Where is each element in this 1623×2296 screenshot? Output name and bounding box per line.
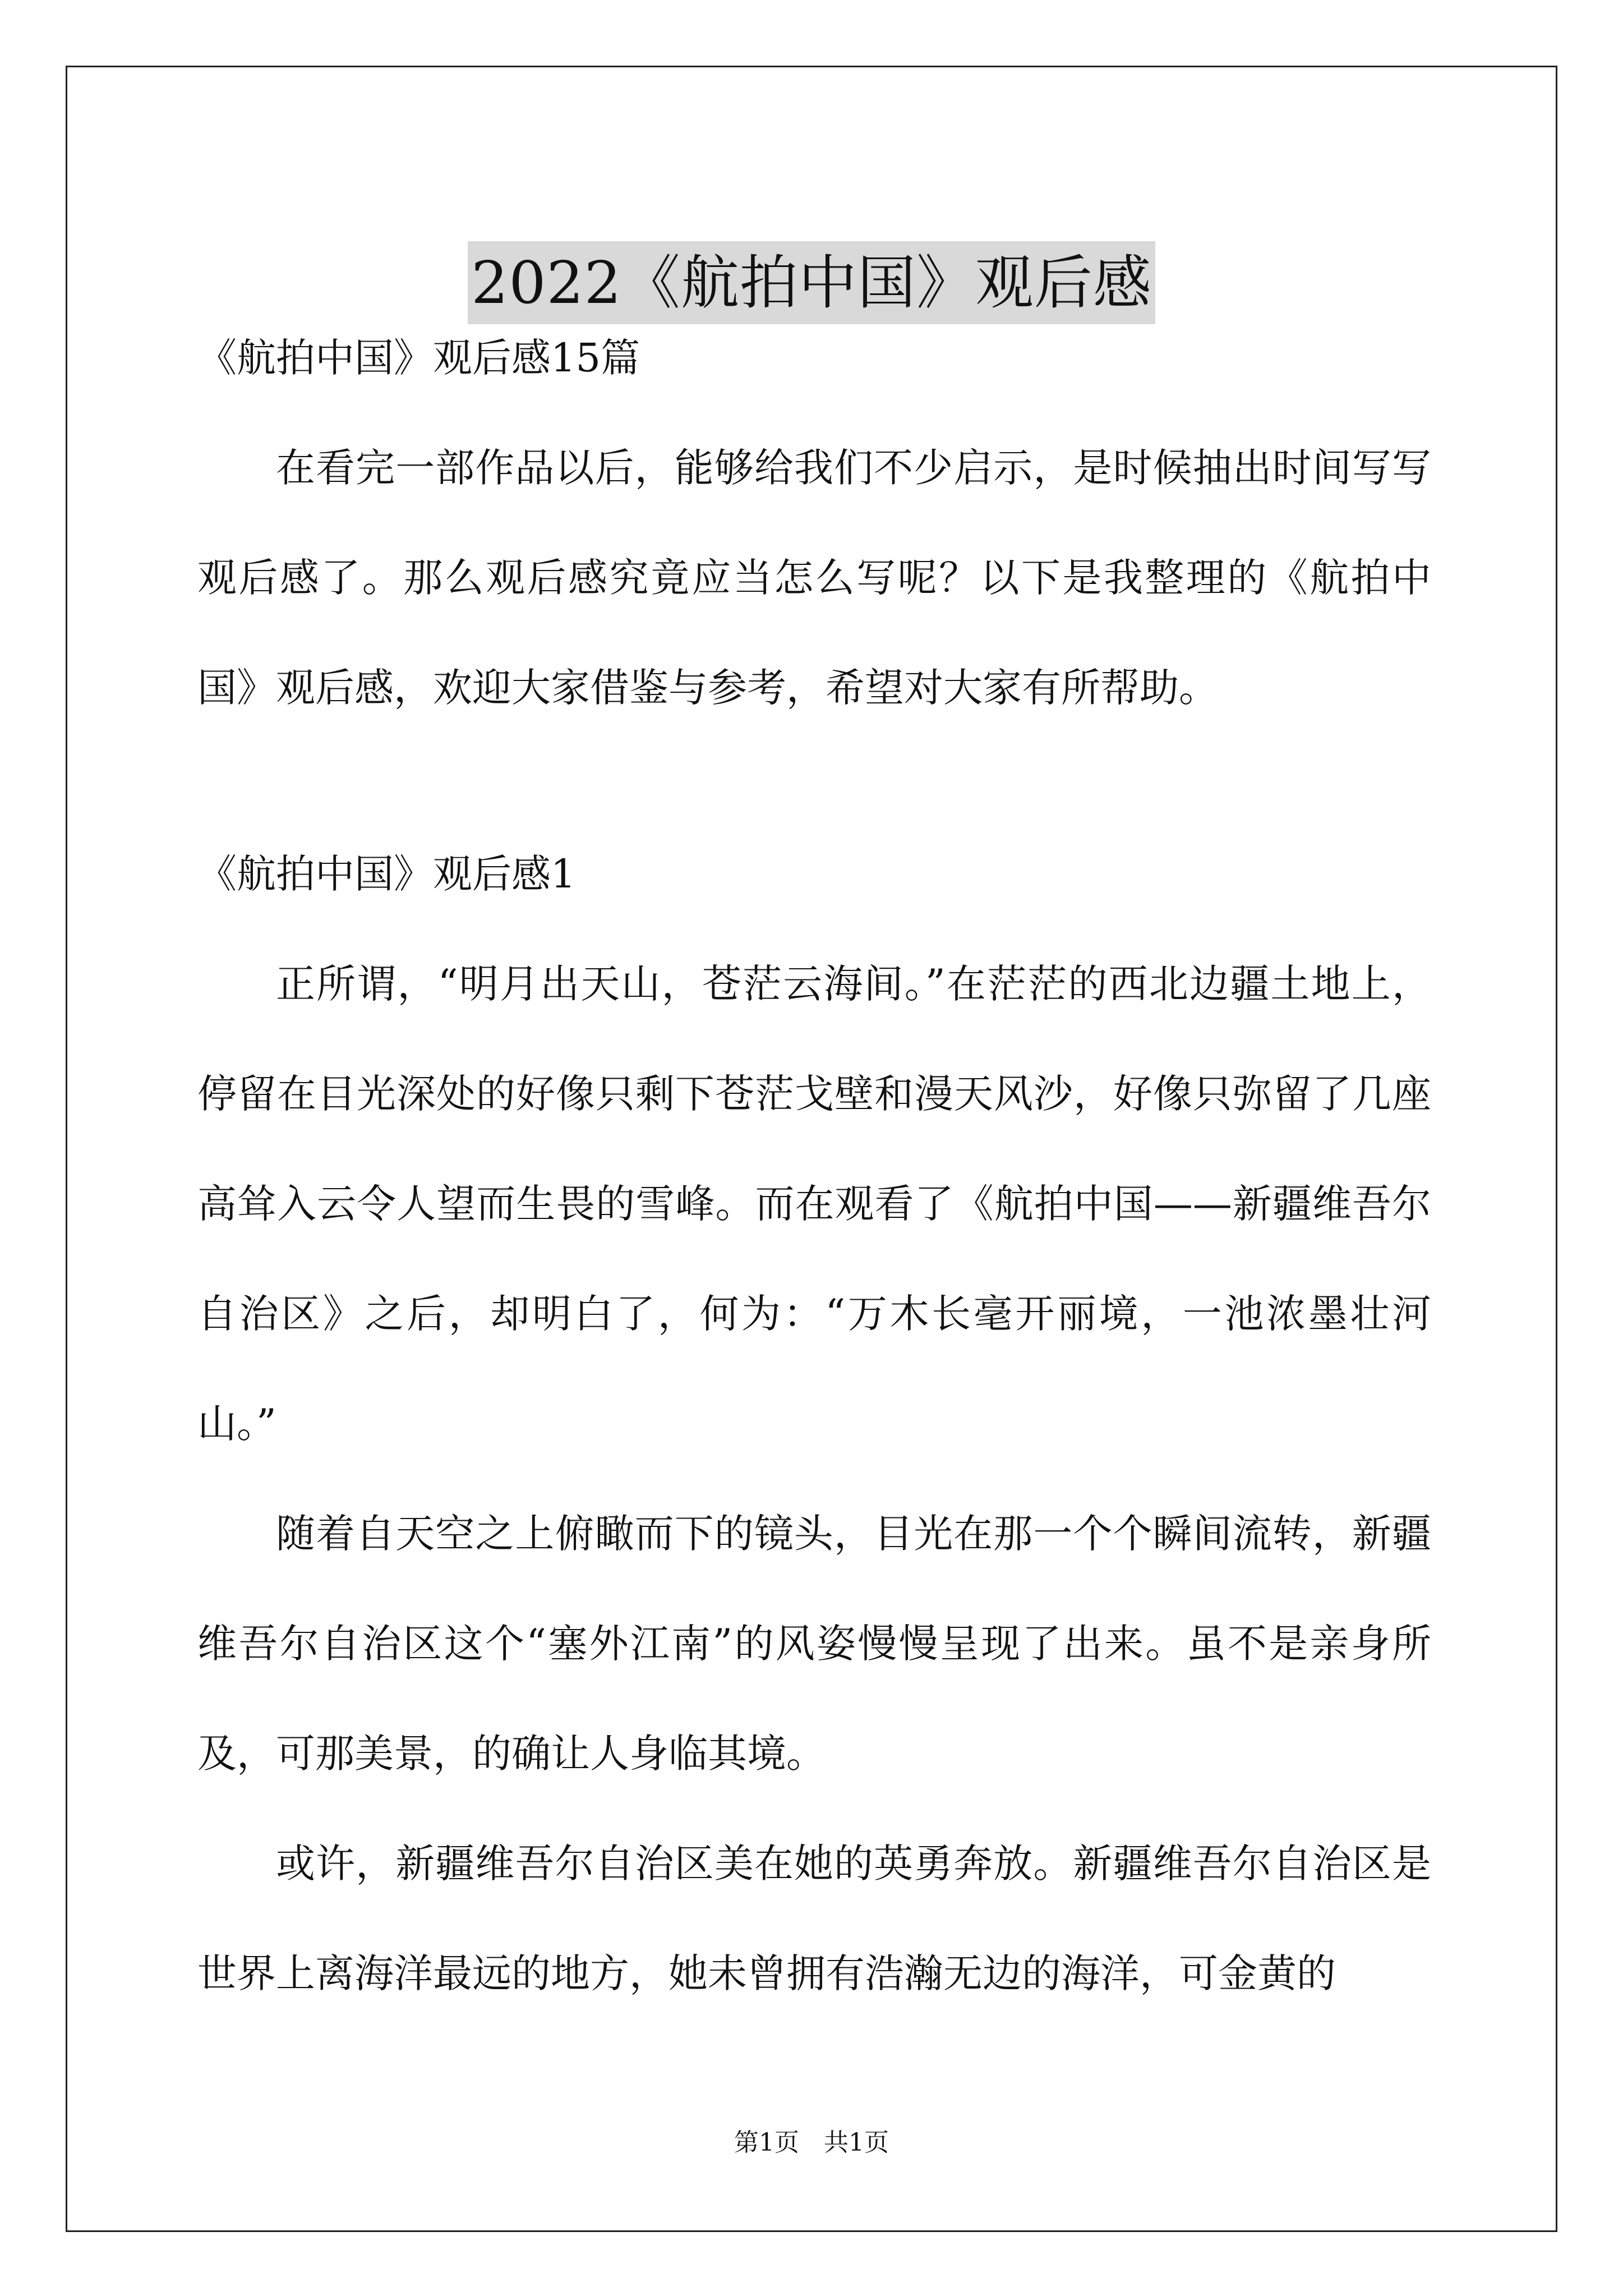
document-subtitle: 《航拍中国》观后感15篇 (197, 335, 640, 381)
body-paragraph: 正所谓，“明月出天山，苍茫云海间。”在茫茫的西北边疆土地上，停留在目光深处的好像只剩下苍茫戈壁和漫天风沙，好像只弥留了几座高耸入云令人望而生畏的雪峰。而在观看了《航拍中国——新疆维吾尔自治区》之后，却明白了，何为：“万木长毫开丽境，一池浓墨壮河山。” (197, 961, 1431, 1447)
body-paragraph: 随着自天空之上俯瞰而下的镜头，目光在那一个个瞬间流转，新疆维吾尔自治区这个“塞外江南”的风姿慢慢呈现了出来。虽不是亲身所及，可那美景，的确让人身临其境。 (197, 1511, 1431, 1777)
section-heading: 《航拍中国》观后感1 (197, 851, 576, 897)
body-paragraph: 或许，新疆维吾尔自治区美在她的英勇奔放。新疆维吾尔自治区是世界上离海洋最远的地方，她未曾拥有浩瀚无边的海洋，可金黄的 (197, 1841, 1431, 1996)
intro-paragraph: 在看完一部作品以后，能够给我们不少启示，是时候抽出时间写写观后感了。那么观后感究竟应当怎么写呢？以下是我整理的《航拍中国》观后感，欢迎大家借鉴与参考，希望对大家有所帮助。 (197, 445, 1431, 711)
document-body (197, 303, 1431, 2028)
document-title: 2022《航拍中国》观后感 (468, 241, 1155, 324)
page-footer: 第1页 共1页 (734, 2128, 889, 2157)
section-gap (197, 743, 1431, 819)
